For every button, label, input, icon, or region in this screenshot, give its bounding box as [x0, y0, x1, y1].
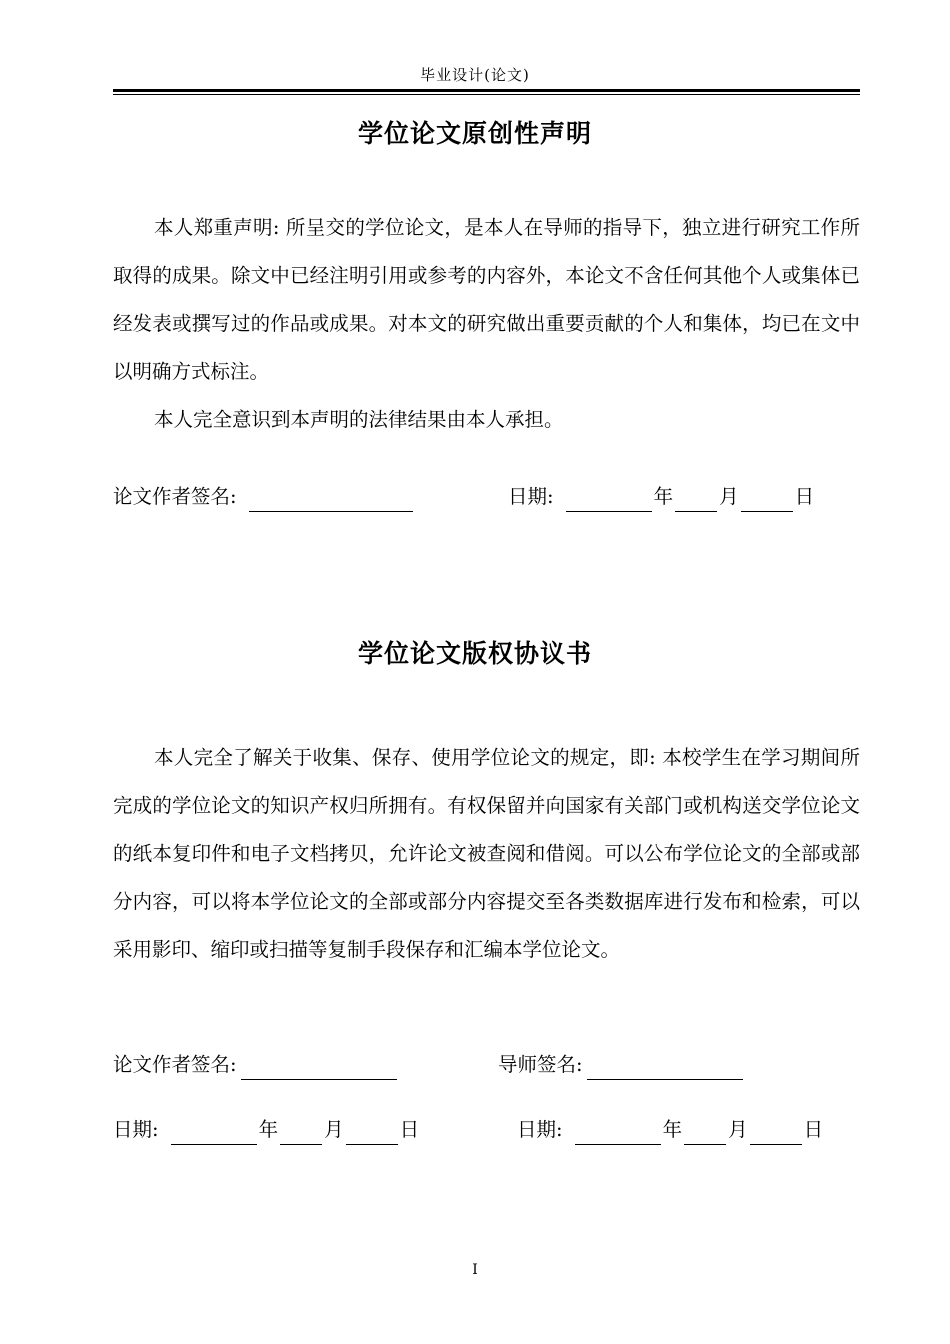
date-day-field[interactable]: [346, 1122, 398, 1145]
day-label: 日: [794, 485, 815, 508]
month-label: 月: [719, 485, 739, 508]
copyright-paragraph-1: 本人完全了解关于收集、保存、使用学位论文的规定，即: 本校学生在学习期间所完成的学位论文的知识产权归所拥有。有权保留并向国家有关部门或机构送交学位论文的纸本复印件和电子文档拷贝，允许论文被查阅和借阅。可以公布学位论文的全部或部分内容，可以将本学位论文的全部或部分内容提交至各类数据库进行发布和检索，可以采用影印、缩印或扫描等复制手段保存和汇编本学位论文。: [113, 746, 860, 961]
copyright-author-date-row: [113, 1115, 419, 1145]
date-label: 日期:: [508, 485, 554, 508]
originality-date-row: [508, 482, 814, 512]
originality-paragraph-1: 本人郑重声明: 所呈交的学位论文，是本人在导师的指导下，独立进行研究工作所取得的成果。除文中已经注明引用或参考的内容外，本论文不含任何其他个人或集体已经发表或撰写过的作品或成果。对本文的研究做出重要贡献的个人和集体，均已在文中以明确方式标注。: [113, 216, 860, 383]
date-month-field[interactable]: [684, 1122, 726, 1145]
day-label: 日: [399, 1118, 420, 1141]
advisor-signature-field[interactable]: [587, 1057, 743, 1080]
page-number: I: [472, 1262, 478, 1278]
originality-title: 学位论文原创性声明: [357, 119, 592, 148]
date-day-field[interactable]: [741, 489, 793, 512]
month-label: 月: [728, 1118, 748, 1141]
year-label: 年: [662, 1118, 683, 1141]
copyright-author-signature-row: [113, 1050, 399, 1080]
header-rule-thin: [113, 94, 860, 95]
date-day-field[interactable]: [750, 1122, 802, 1145]
month-label: 月: [324, 1118, 344, 1141]
author-signature-label: 论文作者签名:: [113, 1053, 237, 1076]
year-label: 年: [653, 485, 674, 508]
originality-signature-row: [113, 482, 415, 512]
originality-paragraph-2: 本人完全意识到本声明的法律结果由本人承担。: [154, 408, 564, 431]
date-label: 日期:: [517, 1118, 563, 1141]
date-year-field[interactable]: [566, 489, 652, 512]
advisor-signature-label: 导师签名:: [498, 1053, 583, 1076]
copyright-title: 学位论文版权协议书: [357, 639, 592, 668]
copyright-advisor-date-row: [517, 1115, 823, 1145]
author-signature-field[interactable]: [241, 1057, 397, 1080]
date-month-field[interactable]: [675, 489, 717, 512]
year-label: 年: [258, 1118, 279, 1141]
author-signature-label: 论文作者签名:: [113, 485, 237, 508]
copyright-advisor-signature-row: [498, 1050, 745, 1080]
date-year-field[interactable]: [171, 1122, 257, 1145]
day-label: 日: [803, 1118, 824, 1141]
running-header: 毕业设计(论文): [420, 66, 530, 84]
author-signature-field[interactable]: [249, 489, 413, 512]
date-month-field[interactable]: [280, 1122, 322, 1145]
date-year-field[interactable]: [575, 1122, 661, 1145]
header-rule-thick: [113, 89, 860, 92]
date-label: 日期:: [113, 1118, 159, 1141]
